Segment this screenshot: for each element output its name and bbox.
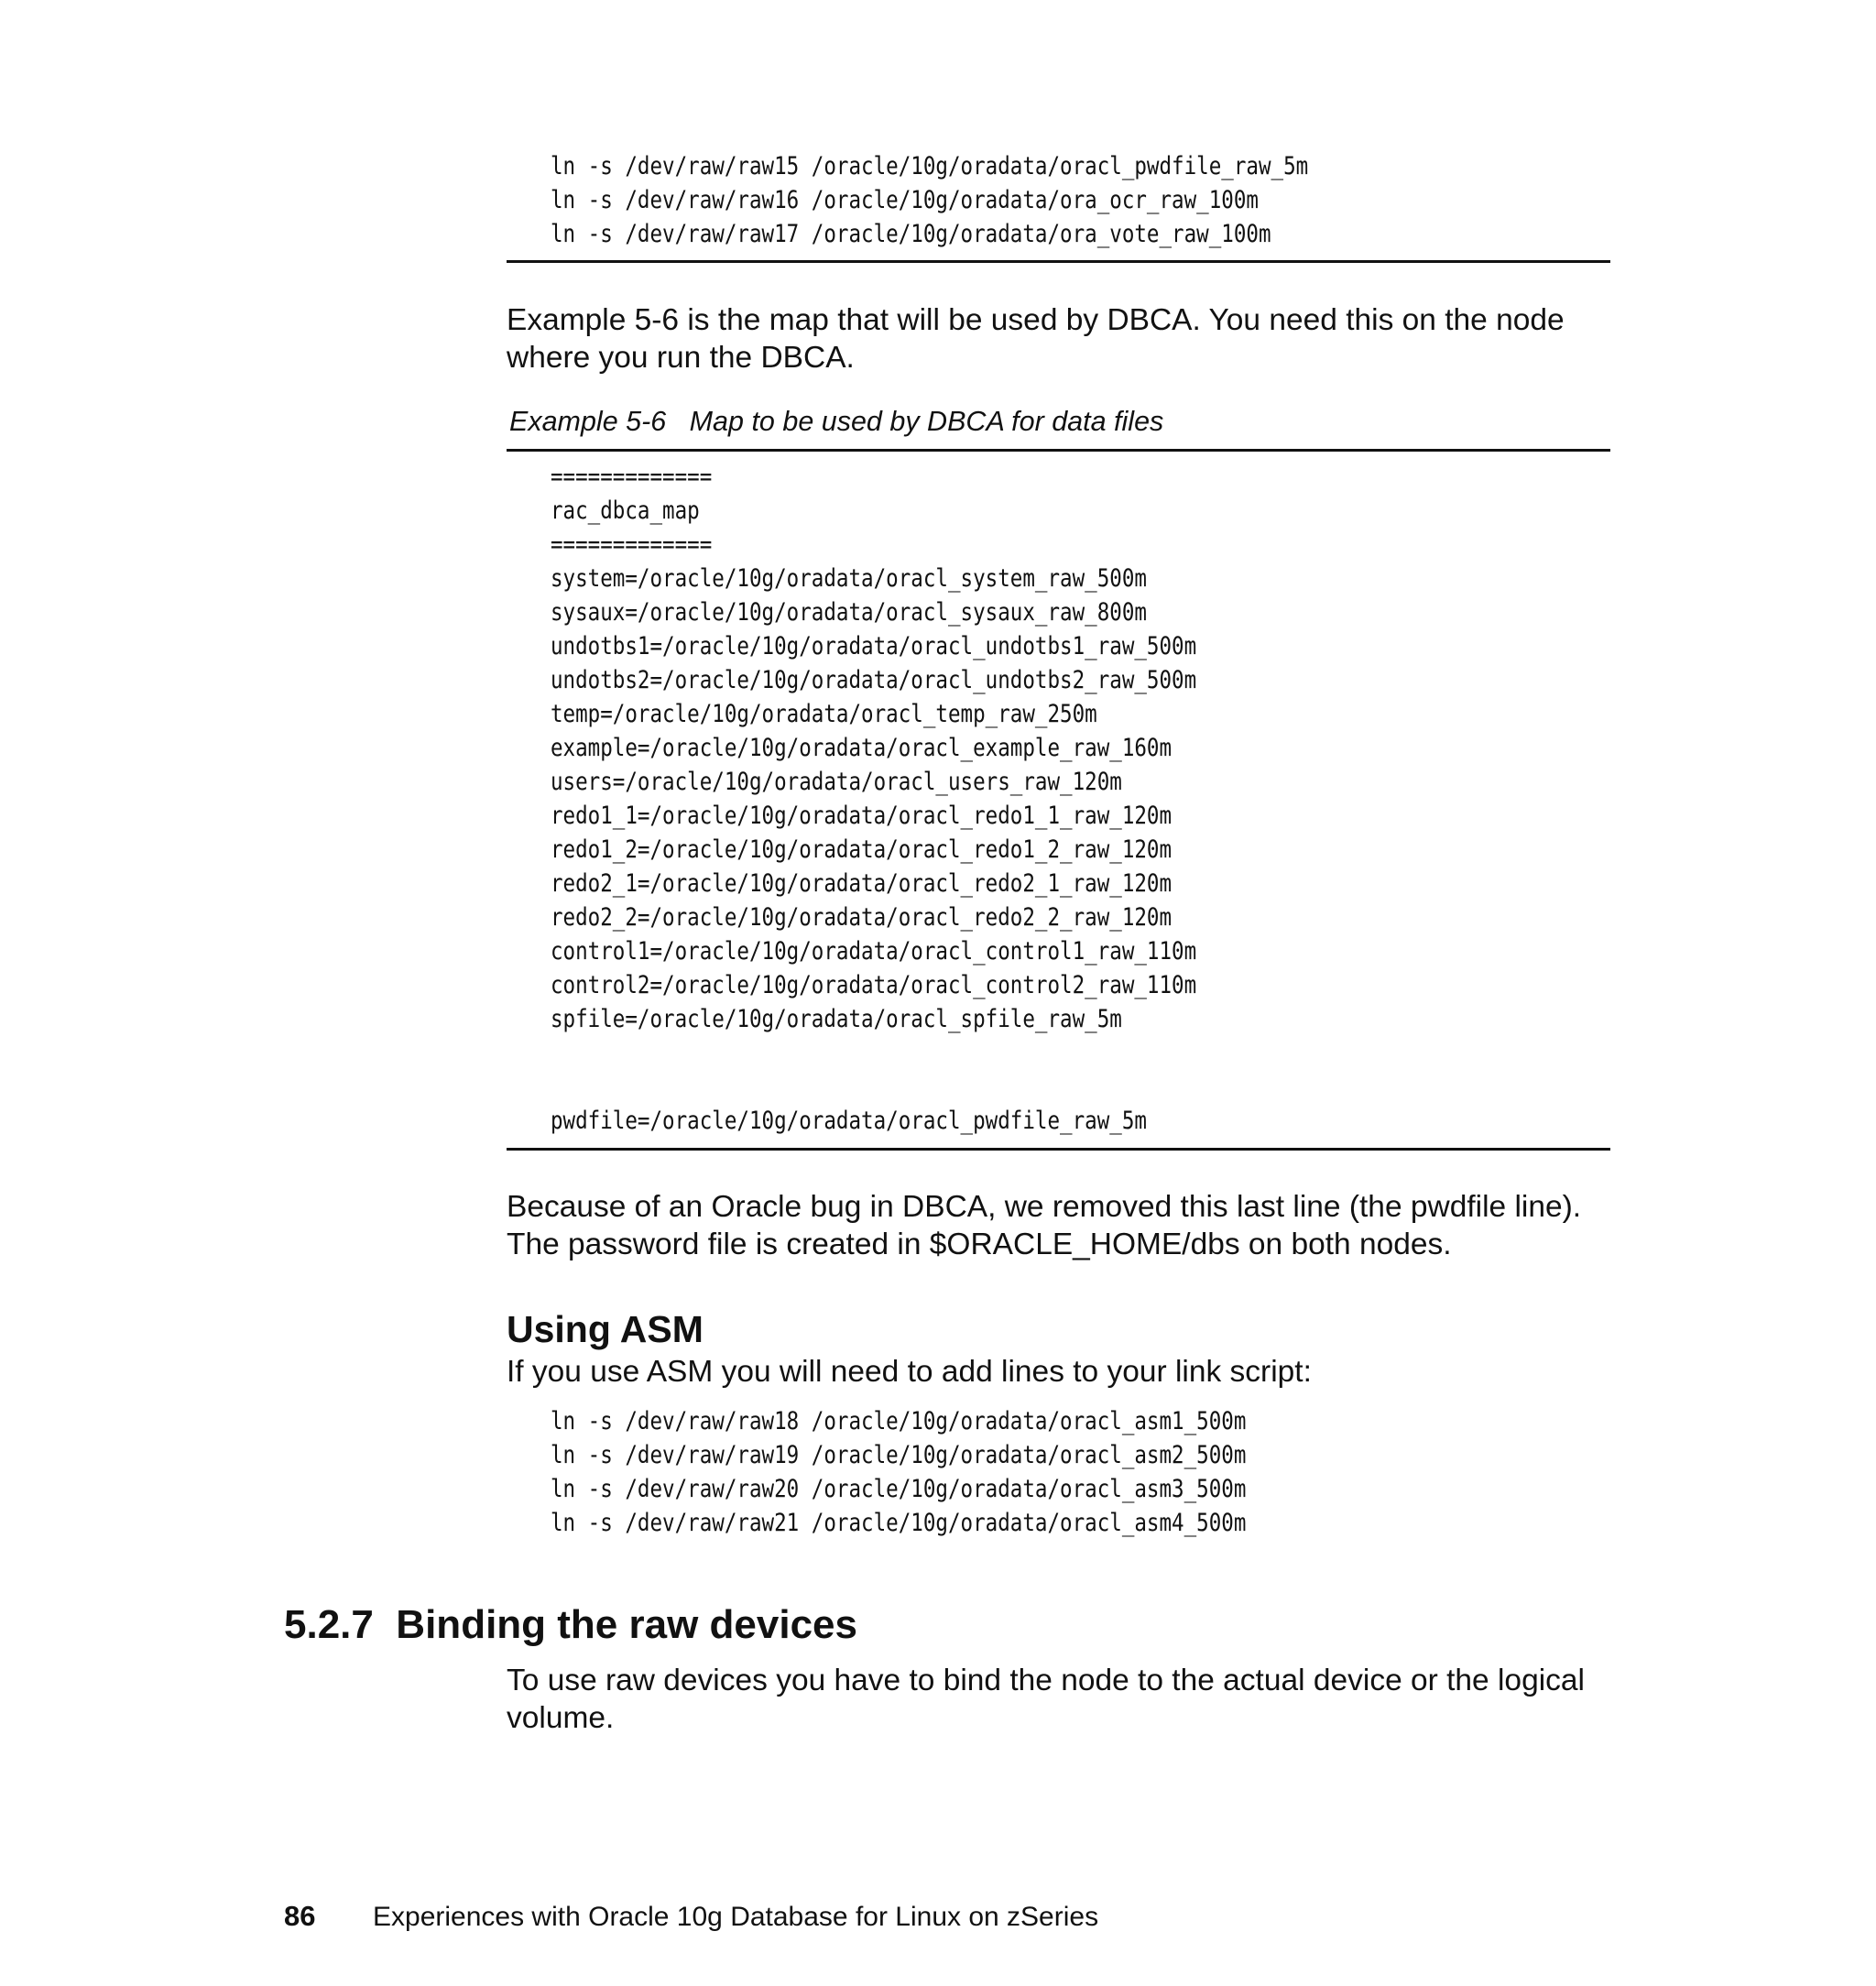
code-line: system=/oracle/10g/oradata/oracl_system_raw_500m [551, 564, 1147, 593]
code-line: ln -s /dev/raw/raw15 /oracle/10g/oradata/oracl_pwdfile_raw_5m [551, 152, 1309, 180]
divider-rule [507, 1148, 1610, 1151]
book-title: Experiences with Oracle 10g Database for Linux on zSeries [373, 1902, 1099, 1932]
code-line: users=/oracle/10g/oradata/oracl_users_raw_120m [551, 768, 1122, 796]
code-line: redo1_1=/oracle/10g/oradata/oracl_redo1_1_raw_120m [551, 802, 1172, 830]
code-line: sysaux=/oracle/10g/oradata/oracl_sysaux_raw_800m [551, 598, 1147, 627]
example-last-line [551, 1104, 1147, 1138]
code-line: control1=/oracle/10g/oradata/oracl_control1_raw_110m [551, 937, 1197, 966]
code-line: ln -s /dev/raw/raw16 /oracle/10g/oradata/ora_ocr_raw_100m [551, 186, 1259, 214]
top-code-block [551, 149, 1308, 251]
example-caption: Example 5-6 Map to be used by DBCA for data files [509, 406, 1164, 437]
code-line: ln -s /dev/raw/raw20 /oracle/10g/oradata/oracl_asm3_500m [551, 1475, 1247, 1503]
divider-rule [507, 449, 1610, 452]
asm-heading: Using ASM [507, 1308, 704, 1350]
code-line: spfile=/oracle/10g/oradata/oracl_spfile_raw_5m [551, 1005, 1122, 1033]
divider-rule [507, 260, 1610, 263]
intro-paragraph: Example 5-6 is the map that will be used by DBCA. You need this on the node where you run the DBCA. [507, 303, 1565, 375]
section-paragraph: To use raw devices you have to bind the node to the actual device or the logical volume. [507, 1664, 1585, 1735]
code-line: control2=/oracle/10g/oradata/oracl_control2_raw_110m [551, 971, 1197, 999]
code-line: temp=/oracle/10g/oradata/oracl_temp_raw_250m [551, 700, 1097, 728]
code-line: ln -s /dev/raw/raw18 /oracle/10g/oradata/oracl_asm1_500m [551, 1407, 1247, 1435]
code-line: ln -s /dev/raw/raw19 /oracle/10g/oradata/oracl_asm2_500m [551, 1441, 1247, 1469]
page-number: 86 [284, 1900, 316, 1932]
code-line: redo1_2=/oracle/10g/oradata/oracl_redo1_2_raw_120m [551, 835, 1172, 864]
code-line: ln -s /dev/raw/raw17 /oracle/10g/oradata/ora_vote_raw_100m [551, 220, 1271, 248]
code-line: ln -s /dev/raw/raw21 /oracle/10g/oradata/oracl_asm4_500m [551, 1509, 1247, 1537]
code-line: example=/oracle/10g/oradata/oracl_example_raw_160m [551, 734, 1172, 762]
asm-code-block [551, 1404, 1246, 1540]
bug-paragraph: Because of an Oracle bug in DBCA, we removed this last line (the pwdfile line). The password file is created in $ORACLE_HOME/dbs on both nodes. [507, 1190, 1582, 1261]
code-line: redo2_1=/oracle/10g/oradata/oracl_redo2_1_raw_120m [551, 869, 1172, 898]
code-line: ============= [551, 463, 713, 491]
code-line: undotbs2=/oracle/10g/oradata/oracl_undotbs2_raw_500m [551, 666, 1197, 694]
code-line: pwdfile=/oracle/10g/oradata/oracl_pwdfile_raw_5m [551, 1107, 1147, 1135]
code-line: undotbs1=/oracle/10g/oradata/oracl_undotbs1_raw_500m [551, 632, 1197, 660]
asm-intro: If you use ASM you will need to add lines to your link script: [507, 1355, 1312, 1389]
code-line: ============= [551, 530, 713, 559]
code-line: redo2_2=/oracle/10g/oradata/oracl_redo2_2_raw_120m [551, 903, 1172, 932]
section-heading: 5.2.7 Binding the raw devices [284, 1602, 857, 1647]
code-line: rac_dbca_map [551, 496, 700, 525]
example-code-block [551, 460, 1196, 1036]
